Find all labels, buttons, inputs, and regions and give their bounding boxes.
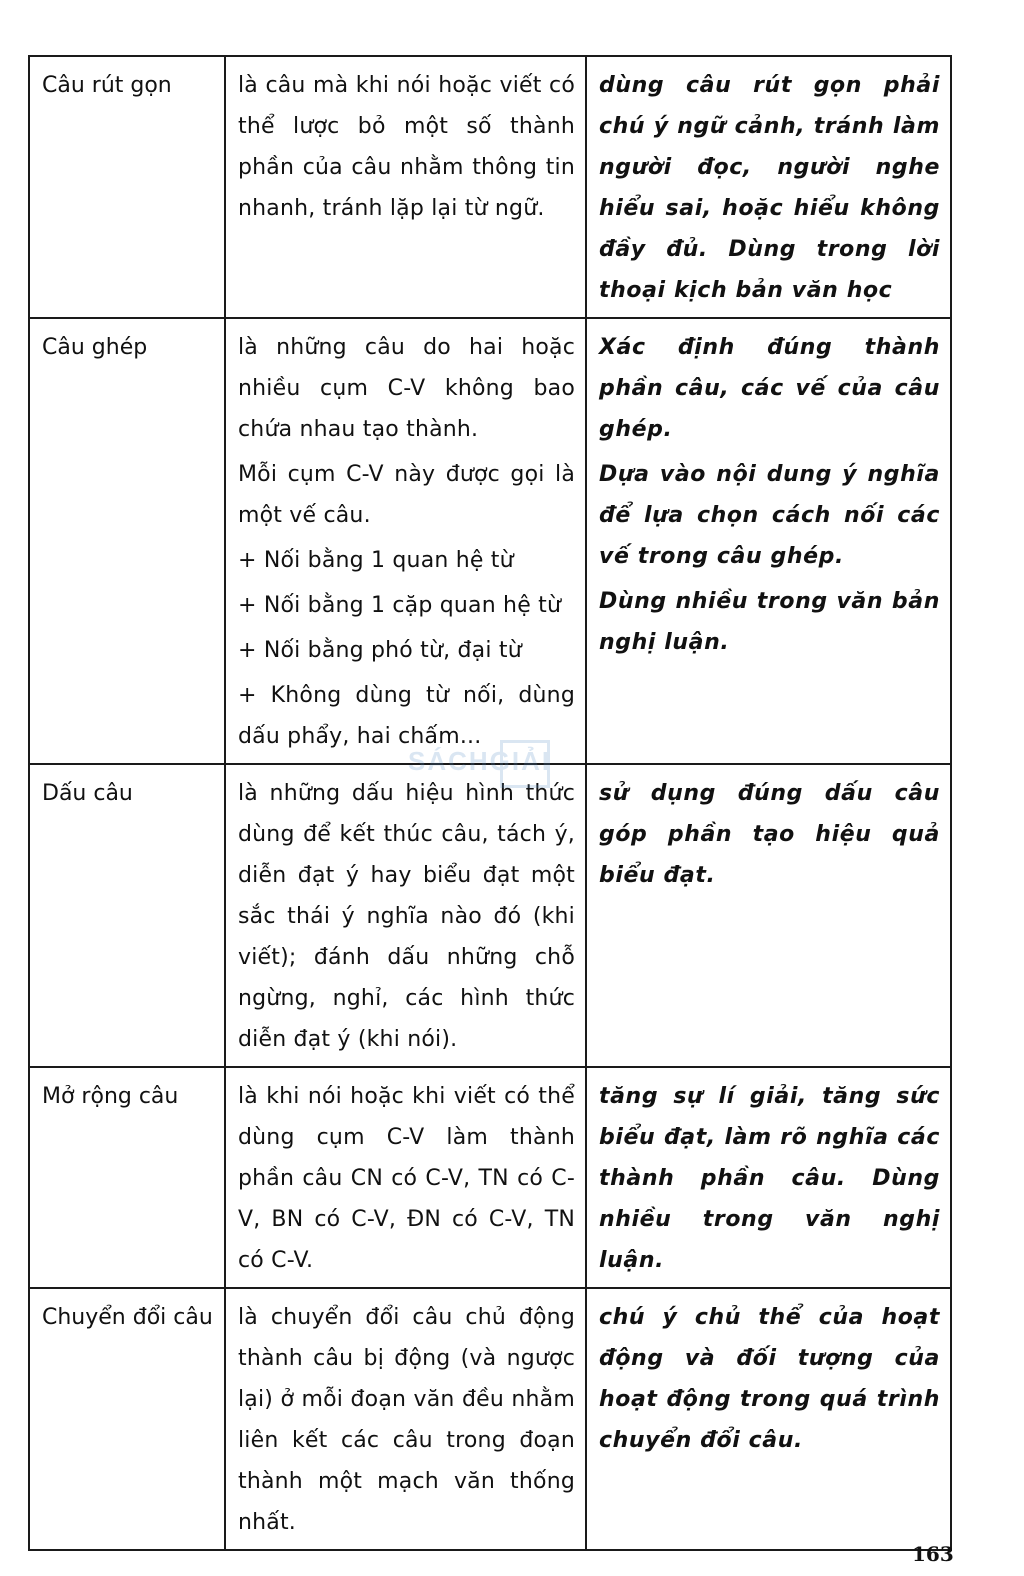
definition-text: là chuyển đổi câu chủ động thành câu bị động (và ngược lại) ở mỗi đoạn văn đều nhằm liên kết các câu trong đoạn thành một mạch văn thống nhất. <box>238 1305 575 1535</box>
definition-text: là khi nói hoặc khi viết có thể dùng cụm C-V làm thành phần câu CN có C-V, TN có C-V, BN có C-V, ĐN có C-V, TN có C-V. <box>238 1084 575 1273</box>
table-row <box>29 764 951 1067</box>
term-label: Mở rộng câu <box>42 1084 179 1109</box>
usage-note-cell <box>586 764 951 1067</box>
usage-note-text: Dùng nhiều trong văn bản nghị luận. <box>599 589 940 655</box>
definition-list-item: + Không dùng từ nối, dùng dấu phẩy, hai chấm... <box>238 683 575 749</box>
usage-note-text: tăng sự lí giải, tăng sức biểu đạt, làm rõ nghĩa các thành phần câu. Dùng nhiều trong văn nghị luận. <box>599 1084 940 1273</box>
term-label: Chuyển đổi câu <box>42 1305 213 1330</box>
table-row <box>29 1067 951 1288</box>
definition-list-item: + Nối bằng phó từ, đại từ <box>238 638 522 663</box>
watermark-text: SÁCHGIẢI <box>408 746 552 776</box>
term-label: Dấu câu <box>42 781 133 806</box>
term-cell <box>29 1067 225 1288</box>
usage-note-cell <box>586 318 951 764</box>
table-row <box>29 56 951 318</box>
definition-list-item: + Nối bằng 1 quan hệ từ <box>238 548 514 573</box>
usage-note-text: chú ý chủ thể của hoạt động và đối tượng của hoạt động trong quá trình chuyển đổi câu. <box>599 1305 940 1453</box>
definition-text: là những dấu hiệu hình thức dùng để kết thúc câu, tách ý, diễn đạt ý hay biểu đạt một sắc thái ý nghĩa nào đó (khi viết); đánh dấu những chỗ ngừng, nghỉ, các hình thức diễn đạt ý (khi nói). <box>238 781 575 1052</box>
usage-note-cell <box>586 56 951 318</box>
definition-text: Mỗi cụm C-V này được gọi là một vế câu. <box>238 462 575 528</box>
definition-cell <box>225 1288 586 1550</box>
page-number: 163 <box>912 1542 954 1566</box>
term-label: Câu ghép <box>42 335 148 360</box>
definition-cell <box>225 318 586 764</box>
definition-cell <box>225 1067 586 1288</box>
term-cell <box>29 764 225 1067</box>
usage-note-text: Dựa vào nội dung ý nghĩa để lựa chọn cách nối các vế trong câu ghép. <box>599 462 940 569</box>
definition-cell <box>225 56 586 318</box>
term-cell <box>29 318 225 764</box>
usage-note-cell <box>586 1067 951 1288</box>
table-row <box>29 318 951 764</box>
term-cell <box>29 56 225 318</box>
grammar-summary-table <box>28 55 952 1551</box>
definition-text: là câu mà khi nói hoặc viết có thể lược bỏ một số thành phần của câu nhằm thông tin nhanh, tránh lặp lại từ ngữ. <box>238 73 575 221</box>
definition-list-item: + Nối bằng 1 cặp quan hệ từ <box>238 593 562 618</box>
term-cell <box>29 1288 225 1550</box>
definition-text: là những câu do hai hoặc nhiều cụm C-V không bao chứa nhau tạo thành. <box>238 335 575 442</box>
usage-note-text: Xác định đúng thành phần câu, các vế của câu ghép. <box>599 335 940 442</box>
usage-note-cell <box>586 1288 951 1550</box>
usage-note-text: dùng câu rút gọn phải chú ý ngữ cảnh, tránh làm người đọc, người nghe hiểu sai, hoặc hiểu không đầy đủ. Dùng trong lời thoại kịch bản văn học <box>599 73 940 303</box>
term-label: Câu rút gọn <box>42 73 172 98</box>
table-row <box>29 1288 951 1550</box>
definition-cell <box>225 764 586 1067</box>
usage-note-text: sử dụng đúng dấu câu góp phần tạo hiệu quả biểu đạt. <box>599 781 940 888</box>
